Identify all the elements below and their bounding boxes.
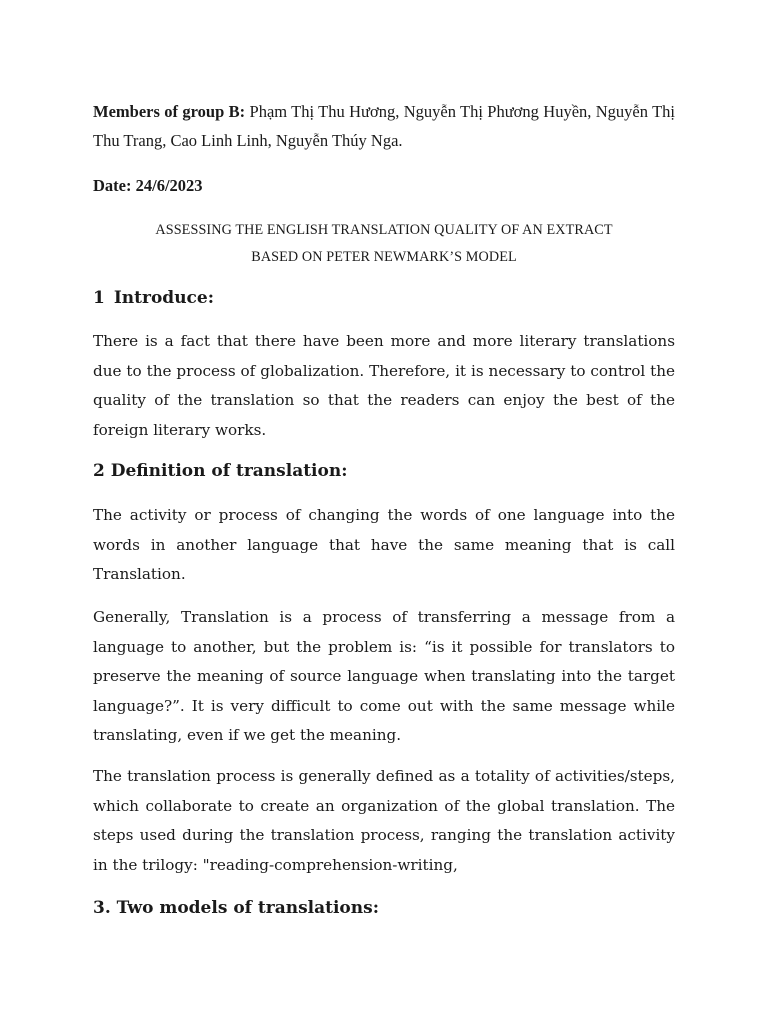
section-1-heading (93, 286, 214, 310)
document-title (93, 217, 675, 271)
section-2-paragraph-2: Generally, Translation is a process of transferring a message from a language to another, but the problem is: “is it possible for translators to preserve the meaning of source language when translating into the target language?”. It is very difficult to come out with the same message while translating, even if we get the meaning. (93, 608, 675, 744)
title-line-2: BASED ON PETER NEWMARK’S MODEL (251, 249, 517, 265)
members-label: Members of group B: (93, 102, 246, 121)
document-date: Date: 24/6/2023 (93, 176, 203, 195)
section-2-heading: 2 Definition of translation: (93, 461, 348, 481)
section-2-paragraph-3: The translation process is generally defined as a totality of activities/steps, which collaborate to create an organization of the global translation. The steps used during the translation process, ranging the translation activity in the trilogy: "reading-comprehension-writing, (93, 767, 675, 874)
section-2-paragraph-1: The activity or process of changing the words of one language into the words in another language that have the same meaning that is call Translation. (93, 506, 675, 583)
section-3-heading: 3. Two models of translations: (93, 898, 379, 918)
section-1-paragraph: There is a fact that there have been more and more literary translations due to the process of globalization. Therefore, it is necessary to control the quality of the translation so that the readers can enjoy the best of the foreign literary works. (93, 332, 675, 439)
members-names: Phạm Thị Thu Hương, Nguyễn Thị Phương Huyền, Nguyễn Thị Thu Trang, Cao Linh Linh, Nguyễn Thúy Nga. (93, 102, 675, 150)
title-line-1: ASSESSING THE ENGLISH TRANSLATION QUALITY OF AN EXTRACT (155, 222, 613, 238)
group-members (93, 97, 675, 155)
section-1-number: 1 (93, 288, 105, 308)
section-1-title: Introduce: (113, 288, 214, 308)
